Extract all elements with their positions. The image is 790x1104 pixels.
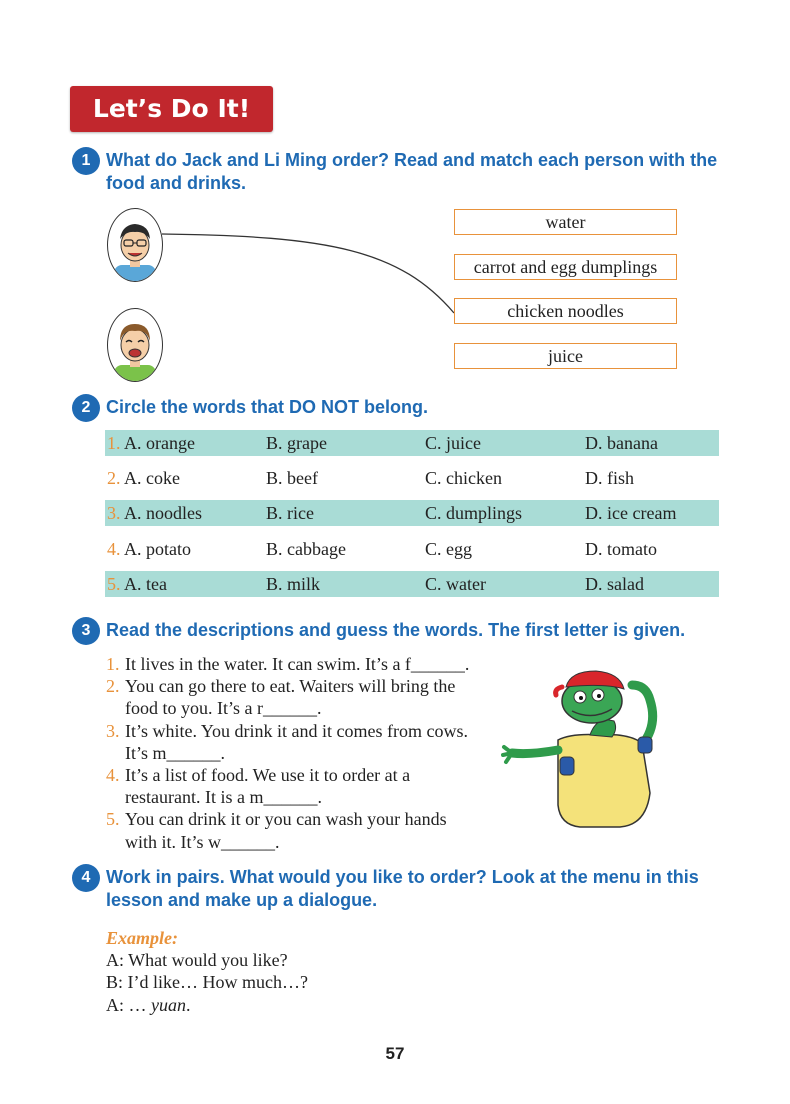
option-c: C. dumplings bbox=[425, 503, 523, 523]
option-d: D. tomato bbox=[585, 539, 657, 559]
match-box-juice: juice bbox=[454, 343, 677, 369]
description-line: restaurant. It is a m______. bbox=[125, 787, 322, 808]
circle-row-2 bbox=[105, 465, 719, 491]
option-d: D. fish bbox=[585, 468, 634, 488]
description-line: You can drink it or you can wash your hands bbox=[125, 809, 447, 830]
dialogue-line-2: B: I’d like… How much…? bbox=[106, 972, 308, 993]
dialogue-line-3 bbox=[106, 994, 308, 1016]
lets-do-it-banner: Let’s Do It! bbox=[70, 86, 273, 132]
option-a: A. noodles bbox=[124, 503, 202, 523]
circle-row-3 bbox=[105, 500, 719, 526]
description-number: 2. bbox=[106, 676, 120, 697]
option-c: C. juice bbox=[425, 433, 481, 453]
option-c: C. water bbox=[425, 574, 486, 594]
option-b: B. milk bbox=[266, 574, 321, 594]
descriptions-list bbox=[106, 653, 469, 853]
description-item bbox=[106, 653, 469, 675]
description-number: 4. bbox=[106, 765, 120, 786]
section-4-instruction: Work in pairs. What would you like to order? Look at the menu in this lesson and make up a dialogue. bbox=[106, 867, 699, 910]
match-box-water: water bbox=[454, 209, 677, 235]
option-d: D. ice cream bbox=[585, 503, 677, 523]
description-line: It’s white. You drink it and it comes from cows. bbox=[125, 720, 468, 741]
row-number: 1. bbox=[107, 433, 121, 453]
description-item bbox=[106, 675, 469, 719]
dialogue-line-1: A: What would you like? bbox=[106, 950, 288, 971]
circle-row-5 bbox=[105, 571, 719, 597]
dialogue-line-3-suffix: . bbox=[186, 994, 191, 1015]
description-number: 5. bbox=[106, 809, 120, 830]
description-line: food to you. It’s a r______. bbox=[125, 698, 322, 719]
match-box-dumplings: carrot and egg dumplings bbox=[454, 254, 677, 280]
row-number: 5. bbox=[107, 574, 121, 594]
description-line: It’s a list of food. We use it to order at a bbox=[125, 765, 411, 786]
section-2-number: 2 bbox=[72, 394, 100, 422]
example-label: Example: bbox=[106, 928, 178, 948]
circle-row-4 bbox=[105, 536, 719, 562]
section-1-instruction: What do Jack and Li Ming order? Read and match each person with the food and drinks. bbox=[106, 150, 718, 193]
description-line: You can go there to eat. Waiters will bring the bbox=[125, 676, 456, 697]
section-1-number: 1 bbox=[72, 147, 100, 175]
option-d: D. banana bbox=[585, 433, 658, 453]
description-line: with it. It’s w______. bbox=[125, 831, 280, 852]
option-c: C. egg bbox=[425, 539, 472, 559]
page-number: 57 bbox=[385, 1044, 405, 1063]
description-number: 3. bbox=[106, 720, 120, 741]
row-number: 4. bbox=[107, 539, 121, 559]
dialogue-line-3-yuan: yuan bbox=[151, 994, 186, 1015]
turtle-illustration bbox=[500, 665, 665, 830]
option-a: A. potato bbox=[124, 539, 191, 559]
row-number: 3. bbox=[107, 503, 121, 523]
option-a: A. tea bbox=[124, 574, 167, 594]
section-3-number: 3 bbox=[72, 617, 100, 645]
section-3-instruction: Read the descriptions and guess the words. The first letter is given. bbox=[106, 620, 686, 640]
dialogue-line-3-prefix: A: … bbox=[106, 994, 151, 1015]
section-4-number: 4 bbox=[72, 864, 100, 892]
description-item bbox=[106, 720, 469, 764]
option-a: A. orange bbox=[124, 433, 195, 453]
option-b: B. beef bbox=[266, 468, 318, 488]
option-b: B. rice bbox=[266, 503, 314, 523]
section-2-instruction: Circle the words that DO NOT belong. bbox=[106, 397, 429, 417]
description-item bbox=[106, 764, 469, 808]
option-a: A. coke bbox=[124, 468, 180, 488]
description-item bbox=[106, 808, 469, 852]
match-line bbox=[0, 0, 790, 400]
circle-row-1 bbox=[105, 430, 719, 456]
description-number: 1. bbox=[106, 654, 120, 674]
description-line: It’s m______. bbox=[125, 742, 226, 763]
option-b: B. cabbage bbox=[266, 539, 346, 559]
option-c: C. chicken bbox=[425, 468, 502, 488]
row-number: 2. bbox=[107, 468, 121, 488]
option-d: D. salad bbox=[585, 574, 644, 594]
option-b: B. grape bbox=[266, 433, 327, 453]
description-line: It lives in the water. It can swim. It’s a f______. bbox=[125, 654, 470, 674]
match-box-chicken-noodles: chicken noodles bbox=[454, 298, 677, 324]
example-dialogue bbox=[106, 927, 308, 1016]
